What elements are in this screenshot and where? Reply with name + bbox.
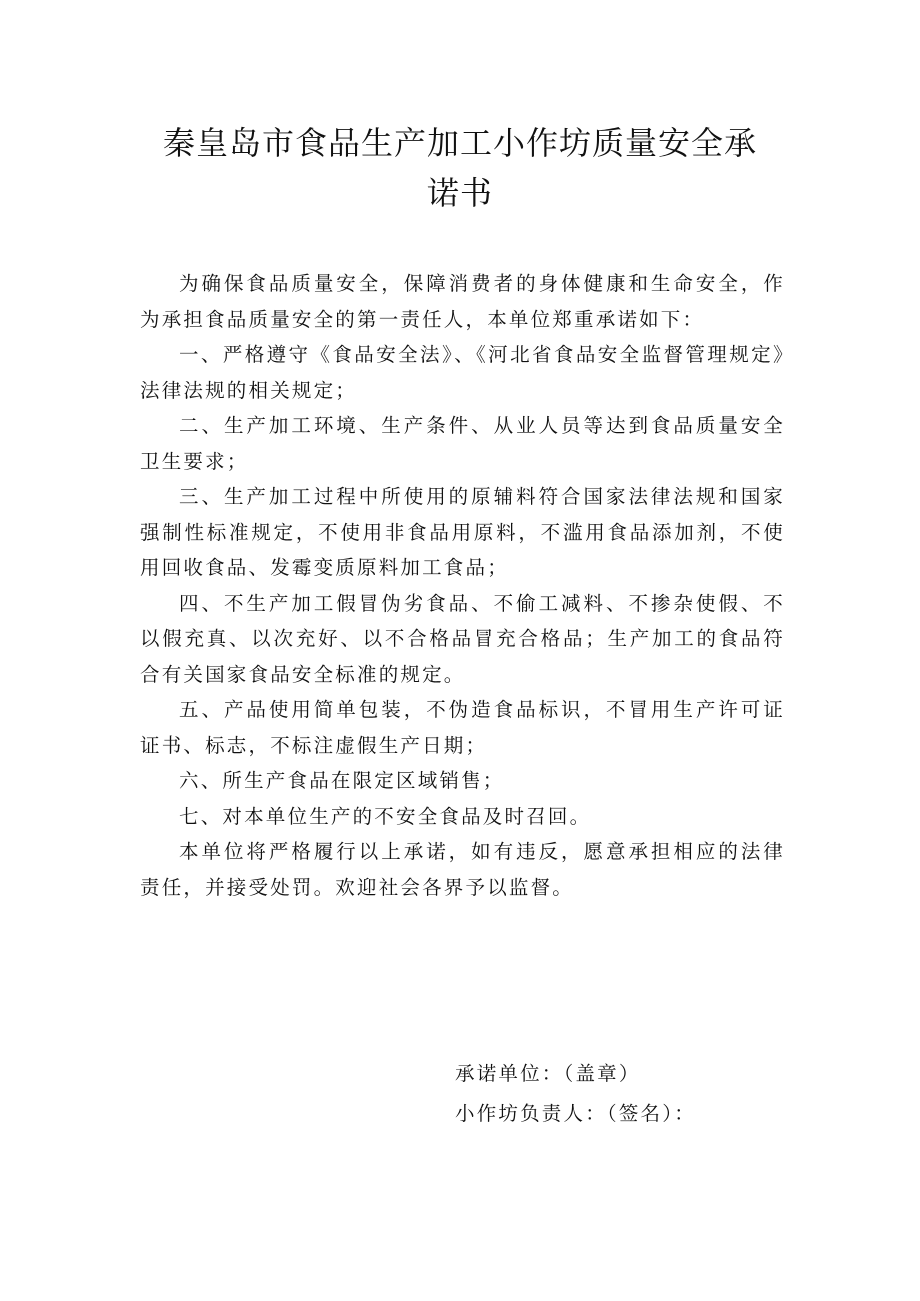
commitment-item-6: 六、所生产食品在限定区域销售； — [179, 769, 505, 792]
commitment-item-4: 四、不生产加工假冒伪劣食品、不偷工减料、不掺杂使假、不以假充真、以次充好、以不合格品冒充合格品；生产加工的食品符合有关国家食品安全标准的规定。 — [140, 591, 785, 686]
closing-paragraph: 本单位将严格履行以上承诺，如有违反，愿意承担相应的法律责任，并接受处罚。欢迎社会各界予以监督。 — [140, 840, 785, 899]
intro-paragraph: 为确保食品质量安全，保障消费者的身体健康和生命安全，作为承担食品质量安全的第一责任人，本单位郑重承诺如下： — [140, 272, 785, 331]
commitment-item-5: 五、产品使用简单包装，不伪造食品标识，不冒用生产许可证证书、标志，不标注虚假生产日期； — [140, 698, 785, 757]
committing-unit-label: 承诺单位：（盖章） — [455, 1062, 641, 1085]
title-line-1: 秦皇岛市食品生产加工小作坊质量安全承 — [162, 124, 757, 162]
title-line-2: 诺书 — [426, 174, 493, 212]
commitment-item-2: 二、生产加工环境、生产条件、从业人员等达到食品质量安全卫生要求； — [140, 414, 785, 473]
commitment-body — [140, 266, 785, 905]
workshop-owner-label: 小作坊负责人：（签名）： — [455, 1102, 696, 1125]
commitment-item-3: 三、生产加工过程中所使用的原辅料符合国家法律法规和国家强制性标准规定，不使用非食品用原料，不滥用食品添加剂，不使用回收食品、发霉变质原料加工食品； — [140, 485, 785, 579]
commitment-item-1: 一、严格遵守《食品安全法》、《河北省食品安全监督管理规定》法律法规的相关规定； — [140, 343, 785, 402]
document-title — [140, 118, 780, 218]
signature-block — [455, 1054, 795, 1134]
commitment-item-7: 七、对本单位生产的不安全食品及时召回。 — [179, 804, 592, 828]
